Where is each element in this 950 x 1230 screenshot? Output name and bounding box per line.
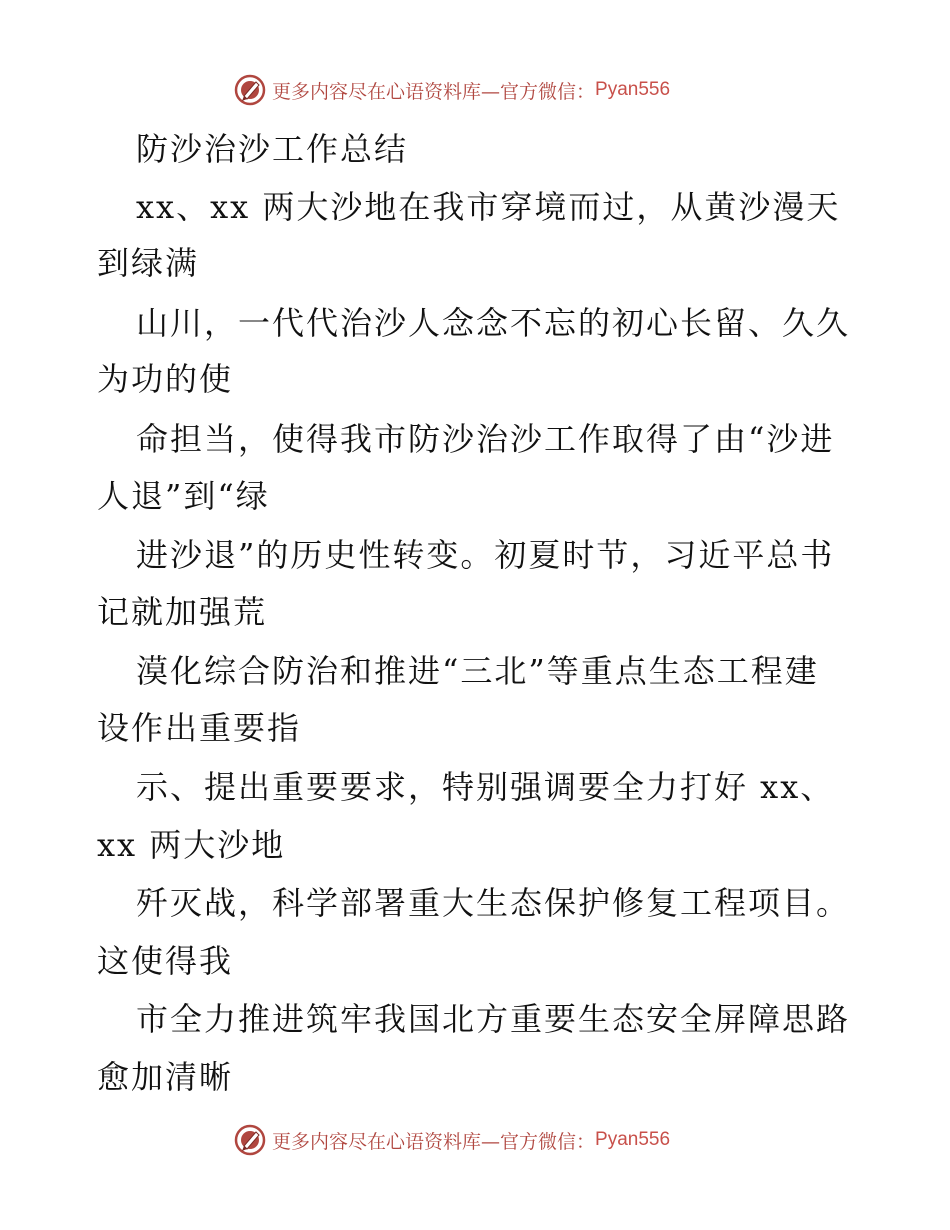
banner-wechat-id: Pyan556 — [595, 1129, 671, 1150]
text-line: 漠化综合防治和推进“三北”等重点生态工程建 — [136, 652, 819, 690]
footer-banner — [234, 1122, 670, 1158]
text-line: 愈加清晰 — [97, 1058, 234, 1096]
text-line: 人退”到“绿 — [97, 477, 270, 515]
text-line: 记就加强荒 — [97, 593, 268, 631]
banner-text: 更多内容尽在心语资料库—官方微信： — [272, 1130, 596, 1153]
text-line: 设作出重要指 — [97, 709, 302, 747]
text-line: 歼灭战，科学部署重大生态保护修复工程项目。 — [136, 884, 851, 922]
red-pen-logo-icon — [234, 74, 266, 106]
red-pen-logo-icon — [234, 1124, 266, 1156]
text-line: 市全力推进筑牢我国北方重要生态安全屏障思路 — [136, 1000, 851, 1038]
text-line: 为功的使 — [97, 360, 234, 398]
text-line: 这使得我 — [97, 942, 234, 980]
header-banner — [234, 72, 670, 108]
document-title: 防沙治沙工作总结 — [136, 130, 409, 168]
text-line: xx、xx 两大沙地在我市穿境而过，从黄沙漫天 — [136, 188, 841, 226]
banner-wechat-id: Pyan556 — [595, 79, 671, 100]
text-line: 进沙退”的历史性转变。初夏时节，习近平总书 — [136, 536, 835, 574]
text-line: 到绿满 — [97, 244, 200, 282]
text-line: 示、提出重要要求，特别强调要全力打好 xx、 — [136, 768, 835, 806]
text-line: 山川，一代代治沙人念念不忘的初心长留、久久 — [136, 304, 851, 342]
text-line: xx 两大沙地 — [97, 826, 286, 864]
text-line: 命担当，使得我市防沙治沙工作取得了由“沙进 — [136, 420, 835, 458]
banner-text: 更多内容尽在心语资料库—官方微信： — [272, 80, 596, 103]
